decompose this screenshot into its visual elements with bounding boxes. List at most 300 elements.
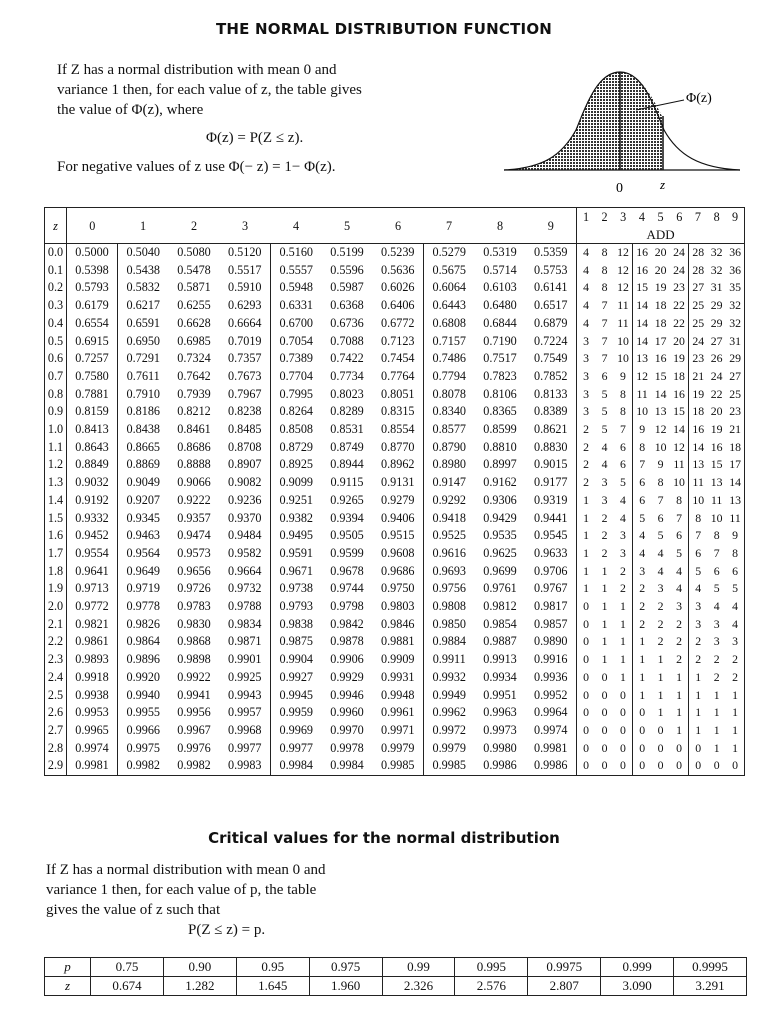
probability-cell: 0.9893 [67, 651, 118, 669]
add-cell: 0 [601, 722, 608, 737]
table-row [45, 456, 745, 474]
probability-cell: 0.9972 [432, 722, 466, 737]
probability-cell: 0.9115 [330, 475, 364, 490]
add-cell: 11 [726, 510, 745, 528]
z-value: 2.326 [382, 977, 455, 996]
probability-cell: 0.6179 [67, 297, 118, 315]
probability-cell: 0.9616 [432, 545, 466, 560]
add-cell: 22 [670, 315, 689, 333]
probability-cell: 0.9788 [220, 598, 271, 616]
z-label: z [45, 977, 91, 996]
probability-cell: 0.9960 [330, 705, 364, 720]
probability-cell: 0.8749 [330, 439, 364, 454]
probability-cell: 0.6985 [177, 333, 211, 348]
add-cell: 8 [601, 280, 608, 295]
probability-cell: 0.7389 [279, 351, 313, 366]
add-cell: 0 [633, 757, 652, 775]
column-header: 9 [526, 208, 577, 244]
add-cell: 2 [670, 633, 689, 651]
z-value-cell: 0.8 [45, 386, 67, 404]
probability-cell: 0.9850 [432, 616, 466, 631]
add-cell: 1 [726, 687, 745, 705]
probability-cell: 0.9911 [432, 652, 466, 667]
probability-cell: 0.9177 [526, 474, 577, 492]
probability-cell: 0.9913 [483, 652, 517, 667]
probability-cell: 0.9706 [526, 563, 577, 581]
intro-line: variance 1 then, for each value of p, the table [46, 882, 317, 898]
probability-cell: 0.8849 [67, 456, 118, 474]
probability-cell: 0.9554 [67, 545, 118, 563]
table-row [45, 598, 745, 616]
probability-cell: 0.9878 [330, 634, 364, 649]
probability-cell: 0.7995 [279, 386, 313, 401]
probability-cell: 0.9857 [526, 616, 577, 634]
add-cell: 3 [657, 581, 664, 596]
probability-cell: 0.8888 [177, 457, 211, 472]
probability-cell: 0.9515 [373, 527, 424, 545]
add-cell: 1 [601, 616, 608, 631]
add-cell: 14 [654, 386, 667, 401]
table-row [45, 297, 745, 315]
probability-cell: 0.5948 [279, 280, 313, 295]
add-cell: 2 [657, 599, 664, 614]
probability-cell: 0.8389 [526, 403, 577, 421]
probability-cell: 0.5987 [330, 280, 364, 295]
probability-cell: 0.9936 [526, 669, 577, 687]
probability-cell: 0.6255 [177, 298, 211, 313]
add-cell: 0 [614, 722, 633, 740]
probability-cell: 0.9830 [177, 616, 211, 631]
probability-cell: 0.9812 [483, 599, 517, 614]
probability-cell: 0.7910 [126, 386, 160, 401]
probability-cell: 0.5714 [483, 262, 517, 277]
column-header: 8 [475, 208, 526, 244]
add-cell: 23 [670, 279, 689, 297]
p-label: p [45, 958, 91, 977]
add-cell: 18 [654, 298, 667, 313]
add-cell: 9 [614, 368, 633, 386]
add-cell: 35 [726, 279, 745, 297]
probability-cell: 0.9964 [526, 704, 577, 722]
shaded-area [504, 72, 663, 170]
probability-cell: 0.9279 [373, 492, 424, 510]
add-cell: 19 [654, 280, 667, 295]
add-cell: 6 [639, 492, 646, 507]
probability-cell: 0.9738 [279, 581, 313, 596]
probability-cell: 0.9981 [526, 740, 577, 758]
table-body [45, 244, 745, 776]
probability-cell: 0.9082 [220, 474, 271, 492]
add-cell: 14 [636, 298, 649, 313]
add-cell: 2 [601, 528, 608, 543]
add-cell: 8 [670, 492, 689, 510]
add-digit-header: 4 [633, 208, 652, 227]
add-cell: 10 [614, 350, 633, 368]
add-cell: 4 [639, 528, 646, 543]
add-cell: 4 [614, 510, 633, 528]
table-row [45, 279, 745, 297]
add-cell: 14 [692, 439, 705, 454]
z-value-cell: 0.5 [45, 333, 67, 351]
probability-cell: 0.9292 [432, 492, 466, 507]
probability-cell: 0.9898 [177, 652, 211, 667]
probability-cell: 0.9192 [67, 492, 118, 510]
probability-cell: 0.9798 [330, 599, 364, 614]
add-digit-header: 9 [726, 208, 745, 227]
add-cell: 1 [670, 687, 689, 705]
add-cell: 31 [726, 333, 745, 351]
table-row [45, 580, 745, 598]
curve-label: Φ(z) [686, 91, 712, 106]
probability-cell: 0.6406 [373, 297, 424, 315]
probability-cell: 0.9049 [126, 475, 160, 490]
add-cell: 2 [614, 580, 633, 598]
p-value: 0.9975 [528, 958, 601, 977]
add-cell: 16 [692, 422, 705, 437]
p-value: 0.975 [309, 958, 382, 977]
probability-cell: 0.9545 [526, 527, 577, 545]
probability-cell: 0.7611 [126, 368, 160, 383]
table-row [45, 545, 745, 563]
add-cell: 0 [577, 757, 596, 775]
add-cell: 29 [726, 350, 745, 368]
add-cell: 13 [692, 457, 705, 472]
table-row [45, 563, 745, 581]
probability-cell: 0.5871 [177, 280, 211, 295]
probability-cell: 0.9236 [220, 492, 271, 510]
add-cell: 2 [657, 634, 664, 649]
probability-cell: 0.9909 [373, 651, 424, 669]
probability-cell: 0.9319 [526, 492, 577, 510]
probability-cell: 0.9821 [67, 616, 118, 634]
probability-cell: 0.9961 [373, 704, 424, 722]
add-cell: 7 [713, 545, 720, 560]
probability-cell: 0.8133 [526, 386, 577, 404]
add-cell: 15 [636, 280, 649, 295]
probability-cell: 0.5199 [330, 245, 364, 259]
probability-cell: 0.5517 [220, 262, 271, 280]
add-cell: 0 [601, 669, 608, 684]
add-cell: 2 [695, 634, 702, 649]
add-cell: 9 [639, 422, 646, 437]
probability-cell: 0.9875 [279, 634, 313, 649]
add-cell: 8 [601, 262, 608, 277]
probability-cell: 0.9332 [67, 510, 118, 528]
add-cell: 10 [692, 492, 705, 507]
table-row [45, 704, 745, 722]
probability-cell: 0.9834 [220, 616, 271, 634]
add-cell: 2 [614, 563, 633, 581]
probability-cell: 0.6141 [526, 279, 577, 297]
intro-line: the value of Φ(z), where [57, 102, 204, 118]
add-cell: 22 [710, 386, 723, 401]
probability-cell: 0.5478 [177, 262, 211, 277]
probability-cell: 0.9099 [279, 475, 313, 490]
add-cell: 3 [583, 368, 590, 383]
probability-cell: 0.7764 [373, 368, 424, 386]
z-value: 2.576 [455, 977, 528, 996]
column-header: 3 [220, 208, 271, 244]
probability-cell: 0.9861 [67, 633, 118, 651]
probability-cell: 0.7257 [67, 350, 118, 368]
add-cell: 4 [670, 563, 689, 581]
probability-cell: 0.8944 [330, 457, 364, 472]
probability-cell: 0.5438 [126, 262, 160, 277]
z-value-cell: 2.1 [45, 616, 67, 634]
probability-cell: 0.9394 [330, 510, 364, 525]
probability-cell: 0.8554 [373, 421, 424, 439]
add-cell: 6 [713, 563, 720, 578]
probability-cell: 0.9699 [483, 563, 517, 578]
add-cell: 26 [710, 351, 723, 366]
add-cell: 20 [710, 404, 723, 419]
add-cell: 5 [726, 580, 745, 598]
probability-cell: 0.9945 [279, 687, 313, 702]
probability-cell: 0.7881 [67, 386, 118, 404]
critical-values-title: Critical values for the normal distribution [208, 829, 560, 847]
add-cell: 0 [601, 740, 608, 755]
add-cell: 7 [695, 528, 702, 543]
probability-cell: 0.5675 [432, 262, 466, 277]
p-value: 0.999 [601, 958, 674, 977]
probability-cell: 0.8980 [432, 457, 466, 472]
probability-cell: 0.8997 [483, 457, 517, 472]
add-cell: 7 [639, 457, 646, 472]
add-cell: 0 [583, 652, 590, 667]
probability-cell: 0.9985 [424, 757, 475, 775]
probability-cell: 0.5636 [373, 262, 424, 280]
intro-line: gives the value of z such that [46, 902, 221, 918]
add-cell: 2 [726, 669, 745, 687]
add-cell: 1 [657, 652, 664, 667]
add-cell: 11 [614, 315, 633, 333]
probability-cell: 0.9977 [220, 740, 271, 758]
probability-cell: 0.6591 [126, 315, 160, 330]
z-value-cell: 0.6 [45, 350, 67, 368]
add-cell: 8 [657, 475, 664, 490]
add-cell: 0 [583, 722, 590, 737]
add-cell: 17 [654, 333, 667, 348]
z-value-cell: 1.8 [45, 563, 67, 581]
add-cell: 12 [614, 262, 633, 280]
probability-cell: 0.8665 [126, 439, 160, 454]
add-cell: 13 [636, 351, 649, 366]
probability-cell: 0.9222 [177, 492, 211, 507]
probability-cell: 0.9693 [432, 563, 466, 578]
add-cell: 2 [713, 652, 720, 667]
probability-cell: 0.9896 [126, 652, 160, 667]
add-cell: 5 [614, 474, 633, 492]
add-cell: 10 [654, 439, 667, 454]
add-cell: 1 [657, 687, 664, 702]
add-cell: 5 [657, 528, 664, 543]
add-cell: 4 [583, 298, 590, 313]
add-cell: 0 [639, 722, 646, 737]
probability-cell: 0.8106 [483, 386, 517, 401]
add-cell: 7 [601, 298, 608, 313]
add-cell: 2 [657, 616, 664, 631]
add-cell: 0 [583, 740, 590, 755]
probability-cell: 0.7224 [526, 333, 577, 351]
probability-cell: 0.9066 [177, 475, 211, 490]
add-cell: 18 [670, 368, 689, 386]
probability-cell: 0.9985 [373, 757, 424, 775]
add-cell: 3 [583, 333, 590, 348]
p-value: 0.75 [91, 958, 164, 977]
probability-cell: 0.7939 [177, 386, 211, 401]
probability-cell: 0.8340 [432, 404, 466, 419]
probability-cell: 0.9772 [67, 598, 118, 616]
add-cell: 27 [726, 368, 745, 386]
probability-cell: 0.9015 [526, 456, 577, 474]
probability-cell: 0.7324 [177, 351, 211, 366]
probability-cell: 0.8577 [432, 422, 466, 437]
add-cell: 25 [726, 386, 745, 404]
z-row [45, 977, 747, 996]
add-cell: 3 [639, 563, 646, 578]
z-value-cell: 2.4 [45, 669, 67, 687]
probability-cell: 0.6368 [330, 298, 364, 313]
add-digit-header: 1 [577, 208, 596, 227]
probability-cell: 0.9671 [279, 563, 313, 578]
add-cell: 0 [651, 757, 670, 775]
probability-cell: 0.7019 [220, 333, 271, 351]
z-value-cell: 0.4 [45, 315, 67, 333]
z-value: 2.807 [528, 977, 601, 996]
add-cell: 0 [583, 634, 590, 649]
probability-cell: 0.9418 [432, 510, 466, 525]
probability-cell: 0.6293 [220, 297, 271, 315]
probability-cell: 0.7486 [432, 351, 466, 366]
add-cell: 24 [670, 262, 689, 280]
probability-cell: 0.9864 [126, 634, 160, 649]
add-cell: 2 [639, 599, 646, 614]
add-cell: 5 [601, 422, 608, 437]
probability-cell: 0.8643 [67, 439, 118, 457]
probability-cell: 0.9927 [279, 669, 313, 684]
probability-cell: 0.9890 [526, 633, 577, 651]
add-header: ADD [577, 226, 745, 244]
probability-cell: 0.9973 [483, 722, 517, 737]
probability-cell: 0.9974 [67, 740, 118, 758]
add-cell: 11 [710, 492, 723, 507]
add-cell: 0 [695, 740, 702, 755]
add-digit-header: 2 [595, 208, 614, 227]
z-value-cell: 0.7 [45, 368, 67, 386]
probability-cell: 0.9147 [432, 475, 466, 490]
probability-cell: 0.9463 [126, 528, 160, 543]
probability-cell: 0.9983 [220, 757, 271, 775]
probability-cell: 0.8023 [330, 386, 364, 401]
add-cell: 1 [583, 528, 590, 543]
add-cell: 12 [670, 439, 689, 457]
add-cell: 7 [657, 492, 664, 507]
probability-cell: 0.9846 [373, 616, 424, 634]
z-value-cell: 1.9 [45, 580, 67, 598]
probability-cell: 0.9968 [220, 722, 271, 740]
add-cell: 0 [639, 705, 646, 720]
add-cell: 32 [710, 262, 723, 277]
add-cell: 1 [670, 704, 689, 722]
add-cell: 3 [695, 599, 702, 614]
p-value: 0.995 [455, 958, 528, 977]
probability-cell: 0.9726 [177, 581, 211, 596]
probability-cell: 0.9505 [330, 528, 364, 543]
table-row [45, 633, 745, 651]
table-row [45, 421, 745, 439]
probability-cell: 0.9591 [279, 545, 313, 560]
add-cell: 10 [670, 474, 689, 492]
probability-cell: 0.9884 [432, 634, 466, 649]
probability-cell: 0.9608 [373, 545, 424, 563]
z-value: 3.090 [601, 977, 674, 996]
probability-cell: 0.9920 [126, 669, 160, 684]
probability-cell: 0.7454 [373, 350, 424, 368]
probability-cell: 0.7673 [220, 368, 271, 386]
add-cell: 1 [695, 687, 702, 702]
probability-cell: 0.7642 [177, 368, 211, 383]
probability-cell: 0.8599 [483, 422, 517, 437]
add-cell: 29 [710, 315, 723, 330]
table-row [45, 333, 745, 351]
probability-cell: 0.7734 [330, 368, 364, 383]
probability-cell: 0.9474 [177, 528, 211, 543]
add-cell: 6 [601, 368, 608, 383]
probability-cell: 0.9732 [220, 580, 271, 598]
probability-cell: 0.9931 [373, 669, 424, 687]
z-value-cell: 0.3 [45, 297, 67, 315]
column-header: 0 [67, 208, 118, 244]
add-cell: 7 [670, 510, 689, 528]
probability-cell: 0.5398 [67, 262, 118, 280]
probability-cell: 0.7967 [220, 386, 271, 404]
probability-cell: 0.9965 [67, 722, 118, 740]
negative-z-note: For negative values of z use Φ(− z) = 1− Φ(z). [57, 159, 336, 175]
probability-cell: 0.9306 [483, 492, 517, 507]
probability-cell: 0.9406 [373, 510, 424, 528]
probability-cell: 0.5832 [126, 280, 160, 295]
add-cell: 15 [670, 403, 689, 421]
add-cell: 2 [601, 510, 608, 525]
add-cell: 23 [726, 403, 745, 421]
probability-cell: 0.9868 [177, 634, 211, 649]
probability-cell: 0.9967 [177, 722, 211, 737]
add-cell: 1 [583, 492, 590, 507]
add-cell: 3 [713, 616, 720, 631]
probability-cell: 0.9032 [67, 474, 118, 492]
add-cell: 4 [657, 563, 664, 578]
probability-cell: 0.8485 [220, 421, 271, 439]
probability-cell: 0.8790 [432, 439, 466, 454]
probability-cell: 0.7580 [67, 368, 118, 386]
table-row [45, 757, 745, 775]
p-row [45, 958, 747, 977]
add-cell: 3 [583, 351, 590, 366]
probability-cell: 0.9918 [67, 669, 118, 687]
z-value-cell: 1.3 [45, 474, 67, 492]
table-row [45, 510, 745, 528]
probability-cell: 0.9162 [483, 475, 517, 490]
probability-cell: 0.6443 [432, 298, 466, 313]
table-row [45, 315, 745, 333]
probability-cell: 0.7549 [526, 350, 577, 368]
probability-cell: 0.9949 [432, 687, 466, 702]
probability-cell: 0.6736 [330, 315, 364, 330]
add-cell: 7 [601, 315, 608, 330]
add-cell: 24 [670, 244, 689, 262]
z-value-cell: 2.0 [45, 598, 67, 616]
probability-cell: 0.9980 [483, 740, 517, 755]
